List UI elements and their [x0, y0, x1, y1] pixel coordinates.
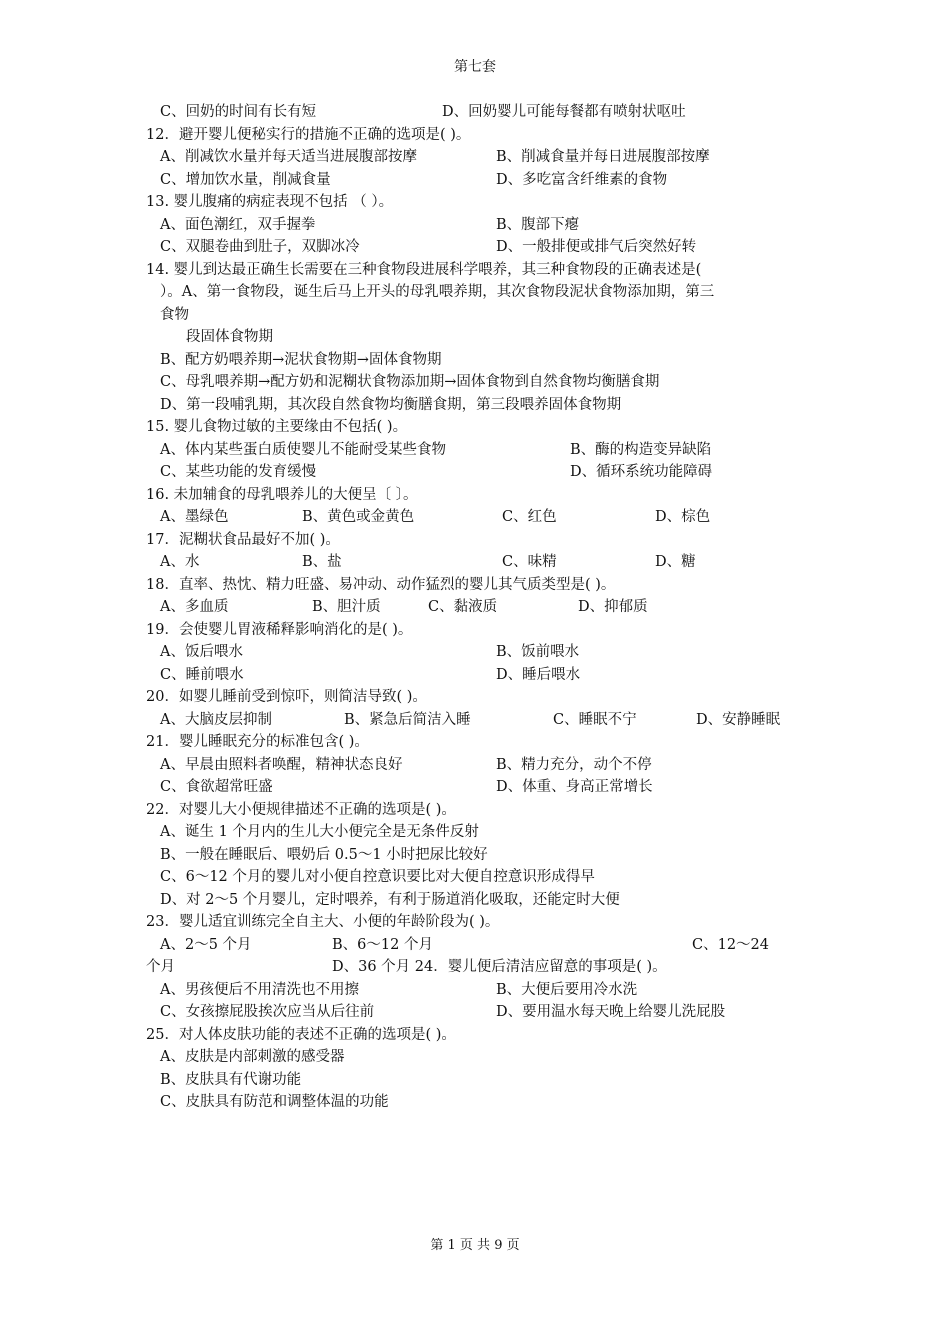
text-line [146, 146, 826, 169]
line-segment: A、早晨由照料者唤醒，精神状态良好 [160, 756, 403, 773]
text-line [146, 956, 826, 979]
line-segment: C、食欲超常旺盛 [160, 779, 273, 795]
text-line [146, 124, 826, 147]
line-segment: 16. 未加辅食的母乳喂养儿的大便呈〔 〕。 [146, 486, 418, 503]
line-segment: A、2～5 个月 [160, 936, 252, 953]
line-segment: A、墨绿色 [160, 509, 229, 525]
line-segment: C、黏液质 [428, 599, 498, 615]
line-segment: 17．泥糊状食品最好不加( )。 [146, 531, 340, 548]
line-segment: B、盐 [302, 554, 342, 570]
text-line [146, 709, 826, 732]
line-segment: B、紧急后简洁入睡 [344, 711, 471, 728]
line-segment: B、一般在睡眠后、喂奶后 0.5～1 小时把尿比较好 [160, 846, 488, 863]
text-line [146, 191, 826, 214]
line-segment: 13. 婴儿腹痛的病症表现不包括 （ ）。 [146, 194, 394, 210]
text-line [146, 686, 826, 709]
line-segment: 20．如婴儿睡前受到惊吓，则简洁导致( )。 [146, 689, 427, 705]
line-segment: 19．会使婴儿胃液稀释影响消化的是( )。 [146, 621, 413, 638]
text-line [146, 844, 826, 867]
text-line [146, 529, 826, 552]
question-body [146, 101, 826, 1114]
page-footer: 第 1 页 共 9 页 [430, 1238, 520, 1253]
text-line [146, 326, 826, 349]
text-line [146, 866, 826, 889]
line-segment: 15. 婴儿食物过敏的主要缘由不包括( )。 [146, 419, 408, 435]
line-segment: D、循环系统功能障碍 [570, 464, 713, 480]
line-segment: B、饭前喂水 [496, 644, 580, 660]
text-line [146, 979, 826, 1002]
line-segment: 25．对人体皮肤功能的表述不正确的选项是( )。 [146, 1026, 456, 1043]
line-segment: C、母乳喂养期→配方奶和泥糊状食物添加期→固体食物到自然食物均衡膳食期 [160, 374, 660, 390]
line-segment: B、配方奶喂养期→泥状食物期→固体食物期 [160, 351, 442, 368]
line-segment: 21．婴儿睡眠充分的标准包含( )。 [146, 734, 369, 750]
text-line [146, 394, 826, 417]
line-segment: D、抑郁质 [578, 599, 648, 615]
text-line [146, 619, 826, 642]
text-line [146, 304, 826, 327]
text-line [146, 776, 826, 799]
line-segment: B、削减食量并每日进展腹部按摩 [496, 149, 710, 165]
text-line [146, 461, 826, 484]
text-line [146, 349, 826, 372]
text-line [146, 101, 826, 124]
text-line [146, 1001, 826, 1024]
text-line [146, 889, 826, 912]
line-segment: A、大脑皮层抑制 [160, 711, 272, 728]
text-line [146, 416, 826, 439]
line-segment: C、味精 [502, 554, 557, 570]
line-segment: 食物 [160, 306, 189, 323]
line-segment: A、皮肤是内部刺激的感受器 [160, 1049, 345, 1065]
line-segment: B、精力充分，动个不停 [496, 756, 652, 773]
text-line [146, 664, 826, 687]
line-segment: B、皮肤具有代谢功能 [160, 1071, 302, 1088]
text-line [146, 799, 826, 822]
text-line [146, 1069, 826, 1092]
line-segment: 12．避开婴儿便秘实行的措施不正确的选项是( )。 [146, 126, 471, 143]
line-segment: D、要用温水每天晚上给婴儿洗屁股 [496, 1004, 726, 1020]
line-segment: 14. 婴儿到达最正确生长需要在三种食物段进展科学喂养，其三种食物段的正确表述是( [146, 261, 702, 278]
text-line [146, 1091, 826, 1114]
text-line [146, 259, 826, 282]
text-line [146, 214, 826, 237]
line-segment: B、腹部下瘪 [496, 216, 580, 233]
line-segment: A、削减饮水量并每天适当进展腹部按摩 [160, 149, 417, 165]
text-line [146, 754, 826, 777]
line-segment: D、回奶婴儿可能每餐都有喷射状呕吐 [442, 104, 686, 120]
line-segment: ）。A、第一食物段，诞生后马上开头的母乳喂养期，其次食物段泥状食物添加期，第三 [160, 284, 715, 300]
line-segment: 23．婴儿适宜训练完全自主大、小便的年龄阶段为( )。 [146, 914, 500, 930]
text-line [146, 596, 826, 619]
line-segment: C、6～12 个月的婴儿对小便自控意识要比对大便自控意识形成得早 [160, 869, 595, 885]
line-segment: D、棕色 [655, 509, 711, 525]
text-line [146, 641, 826, 664]
text-line [146, 439, 826, 462]
line-segment: A、男孩便后不用清洗也不用擦 [160, 981, 359, 998]
line-segment: A、面色潮红，双手握拳 [160, 216, 316, 233]
line-segment: 个月 [146, 959, 175, 975]
line-segment: 段固体食物期 [186, 329, 273, 345]
line-segment: 18．直率、热忱、精力旺盛、易冲动、动作猛烈的婴儿其气质类型是( )。 [146, 576, 616, 593]
line-segment: D、36 个月 24．婴儿便后清洁应留意的事项是( )。 [332, 959, 667, 975]
line-segment: D、多吃富含纤维素的食物 [496, 171, 668, 188]
text-line [146, 281, 826, 304]
line-segment: C、某些功能的发育缓慢 [160, 464, 317, 480]
text-line [146, 934, 826, 957]
line-segment: D、对 2～5 个月婴儿，定时喂养，有利于肠道消化吸取，还能定时大便 [160, 891, 620, 908]
line-segment: A、水 [160, 554, 200, 570]
line-segment: C、红色 [502, 509, 557, 525]
line-segment: D、一般排便或排气后突然好转 [496, 239, 697, 255]
line-segment: A、饭后喂水 [160, 644, 243, 660]
line-segment: B、6～12 个月 [332, 936, 433, 953]
line-segment: C、12～24 [692, 936, 769, 953]
line-segment: A、体内某些蛋白质使婴儿不能耐受某些食物 [160, 441, 446, 458]
line-segment: A、多血质 [160, 599, 229, 615]
text-line [146, 911, 826, 934]
line-segment: C、睡前喂水 [160, 666, 244, 683]
line-segment: C、双腿卷曲到肚子，双脚冰冷 [160, 239, 360, 255]
text-line [146, 484, 826, 507]
text-line [146, 731, 826, 754]
text-line [146, 371, 826, 394]
line-segment: D、第一段哺乳期，其次段自然食物均衡膳食期，第三段喂养固体食物期 [160, 396, 622, 413]
line-segment: B、酶的构造变异缺陷 [570, 441, 712, 458]
line-segment: D、睡后喂水 [496, 666, 581, 683]
line-segment: C、女孩擦屁股挨次应当从后往前 [160, 1004, 375, 1020]
line-segment: 22．对婴儿大小便规律描述不正确的选项是( )。 [146, 801, 456, 818]
text-line [146, 821, 826, 844]
text-line [146, 236, 826, 259]
text-line [146, 1046, 826, 1069]
line-segment: D、糖 [655, 554, 696, 570]
line-segment: B、大便后要用冷水洗 [496, 981, 638, 998]
line-segment: C、皮肤具有防范和调整体温的功能 [160, 1094, 389, 1110]
line-segment: C、睡眠不宁 [553, 711, 637, 728]
text-line [146, 1024, 826, 1047]
line-segment: D、体重、身高正常增长 [496, 779, 653, 795]
line-segment: C、回奶的时间有长有短 [160, 104, 317, 120]
text-line [146, 551, 826, 574]
text-line [146, 169, 826, 192]
line-segment: D、安静睡眠 [696, 711, 781, 728]
line-segment: B、胆汁质 [312, 599, 381, 615]
text-line [146, 574, 826, 597]
line-segment: A、诞生 1 个月内的生儿大小便完全是无条件反射 [160, 824, 479, 840]
page-header: 第七套 [454, 59, 496, 75]
line-segment: B、黄色或金黄色 [302, 509, 415, 525]
line-segment: C、增加饮水量，削减食量 [160, 171, 331, 188]
text-line [146, 506, 826, 529]
